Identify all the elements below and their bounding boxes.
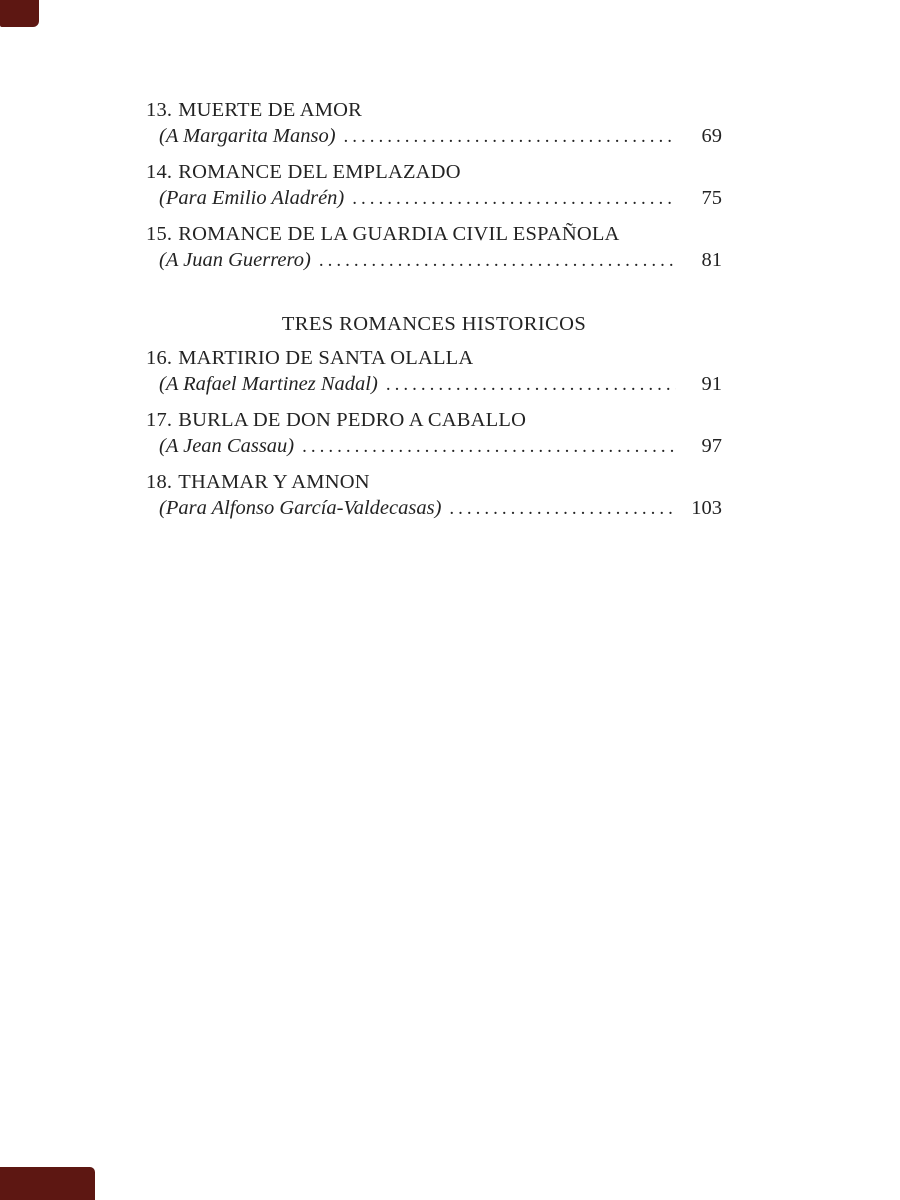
toc-entry-dedication-line (146, 433, 722, 460)
page-number: 75 (701, 187, 722, 209)
toc-entry-dedication: (A Margarita Manso) (159, 125, 336, 147)
section-heading: TRES ROMANCES HISTORICOS (281, 313, 587, 335)
page-number: 69 (701, 125, 722, 147)
toc-entry (146, 469, 722, 522)
cover-edge-scan-mark-top-left (0, 0, 39, 27)
toc-entry-dedication: (A Juan Guerrero) (159, 249, 311, 271)
toc-entry-title-line (146, 97, 722, 123)
toc-entry (146, 345, 722, 398)
page-number: 97 (701, 435, 722, 457)
toc-entry-title-line (146, 159, 722, 185)
toc-entry-title: MARTIRIO DE SANTA OLALLA (178, 347, 474, 369)
dot-leader (302, 434, 676, 460)
toc-entry (146, 97, 722, 150)
toc-entry-number: 15. (146, 223, 173, 245)
toc-entry-dedication: (Para Alfonso García-Valdecasas) (159, 497, 442, 519)
cover-edge-scan-mark-bottom-left (0, 1167, 95, 1200)
toc-entry-dedication-line (146, 495, 722, 522)
toc-entry-number: 16. (146, 347, 173, 369)
toc-entry-number: 14. (146, 161, 173, 183)
toc-entry-title-line (146, 345, 722, 371)
table-of-contents (146, 97, 722, 531)
dot-leader (344, 124, 676, 150)
toc-entry (146, 221, 722, 274)
toc-entry-title: MUERTE DE AMOR (178, 99, 363, 121)
dot-leader (352, 186, 676, 212)
toc-entry-number: 13. (146, 99, 173, 121)
toc-entry-number: 17. (146, 409, 173, 431)
toc-entry-dedication: (A Rafael Martinez Nadal) (159, 373, 378, 395)
toc-entry-dedication-line (146, 123, 722, 150)
toc-entry-title: THAMAR Y AMNON (178, 471, 370, 493)
dot-leader (319, 248, 676, 274)
toc-entry-dedication-line (146, 371, 722, 398)
page-number: 81 (701, 249, 722, 271)
toc-entry-dedication: (Para Emilio Aladrén) (159, 187, 345, 209)
toc-entry-title: ROMANCE DE LA GUARDIA CIVIL ESPAÑOLA (178, 223, 620, 245)
dot-leader (449, 496, 676, 522)
page-number: 91 (701, 373, 722, 395)
toc-entry (146, 407, 722, 460)
toc-entry-title: BURLA DE DON PEDRO A CABALLO (178, 409, 527, 431)
dot-leader (386, 372, 676, 398)
toc-entry-number: 18. (146, 471, 173, 493)
toc-entry-title-line (146, 221, 722, 247)
toc-entry-title: ROMANCE DEL EMPLAZADO (178, 161, 461, 183)
page-number: 103 (691, 497, 722, 519)
toc-entry-dedication-line (146, 247, 722, 274)
toc-entry (146, 159, 722, 212)
toc-entry-dedication: (A Jean Cassau) (159, 435, 295, 457)
toc-entry-title-line (146, 407, 722, 433)
toc-entry-title-line (146, 469, 722, 495)
toc-entry-dedication-line (146, 185, 722, 212)
